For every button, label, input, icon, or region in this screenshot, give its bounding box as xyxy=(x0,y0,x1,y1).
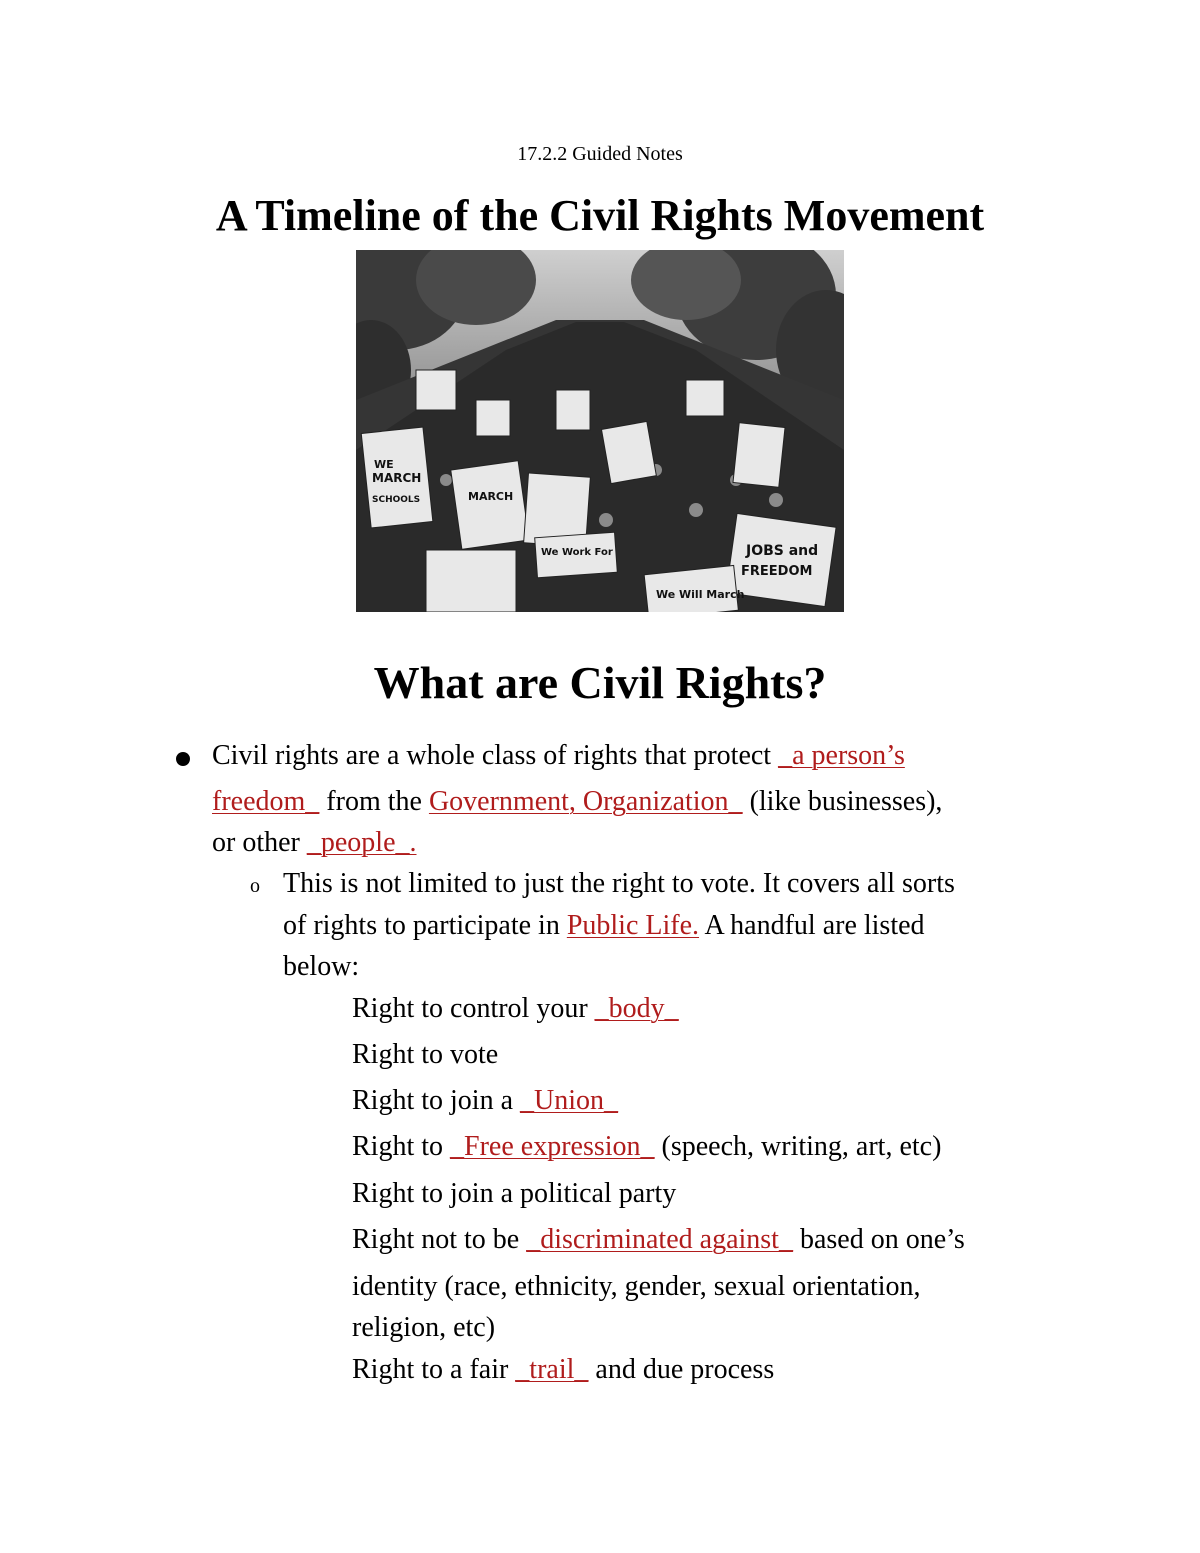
march-on-washington-photo xyxy=(356,250,844,612)
answer-blank: Government, Organization_ xyxy=(428,786,743,817)
rights-item-party: Right to join a political party xyxy=(352,1178,677,1209)
svg-text:WE: WE xyxy=(374,458,394,471)
bullet-line-2: freedom_ from the Government, Organization_ (like businesses), xyxy=(212,786,943,817)
sub-bullet-line-3: below: xyxy=(283,951,360,982)
rights-item-vote: Right to vote xyxy=(352,1039,499,1070)
answer-blank: _people_. xyxy=(306,827,417,858)
svg-text:SCHOOLS: SCHOOLS xyxy=(372,495,421,505)
sub-bullet-line-1: This is not limited to just the right to vote. It covers all sorts xyxy=(283,868,955,899)
answer-blank: Public Life. xyxy=(566,910,700,941)
answer-blank: _body_ xyxy=(594,993,679,1024)
svg-text:We Will March: We Will March xyxy=(656,588,745,601)
document-label: 17.2.2 Guided Notes xyxy=(517,143,683,165)
rights-item-discrimination-line-3: religion, etc) xyxy=(352,1312,496,1343)
rights-item-discrimination-line-2: identity (race, ethnicity, gender, sexual orientation, xyxy=(352,1271,921,1302)
rights-item-discrimination: Right not to be _discriminated against_ based on one’s xyxy=(352,1224,965,1255)
answer-blank: freedom_ xyxy=(212,786,320,817)
section-title: What are Civil Rights? xyxy=(373,657,827,708)
svg-text:JOBS and: JOBS and xyxy=(746,543,819,559)
answer-blank: _a person’s xyxy=(778,740,905,771)
answer-blank: _Union_ xyxy=(520,1085,618,1116)
svg-text:MARCH: MARCH xyxy=(372,471,422,485)
rights-item-body: Right to control your _body_ xyxy=(352,993,679,1024)
rights-item-trial: Right to a fair _trail_ and due process xyxy=(352,1354,775,1385)
bullet-line-1: Civil rights are a whole class of rights that protect _a person’s xyxy=(212,740,905,771)
answer-blank: _trail_ xyxy=(515,1354,589,1385)
answer-blank: _discriminated against_ xyxy=(526,1224,793,1255)
svg-text:MARCH: MARCH xyxy=(468,490,514,503)
svg-text:We Work For: We Work For xyxy=(541,547,613,558)
svg-text:FREEDOM: FREEDOM xyxy=(741,564,813,579)
answer-blank: _Free expression_ xyxy=(450,1131,655,1162)
bullet-line-3: or other _people_. xyxy=(212,827,417,858)
bullet-dot-icon xyxy=(176,752,190,766)
sub-bullet-line-2: of rights to participate in Public Life. A handful are listed xyxy=(283,910,925,941)
rights-item-expression: Right to _Free expression_ (speech, writing, art, etc) xyxy=(352,1131,942,1162)
sub-bullet-marker: o xyxy=(250,875,260,897)
rights-item-union: Right to join a _Union_ xyxy=(352,1085,618,1116)
document-title: A Timeline of the Civil Rights Movement xyxy=(215,191,985,240)
